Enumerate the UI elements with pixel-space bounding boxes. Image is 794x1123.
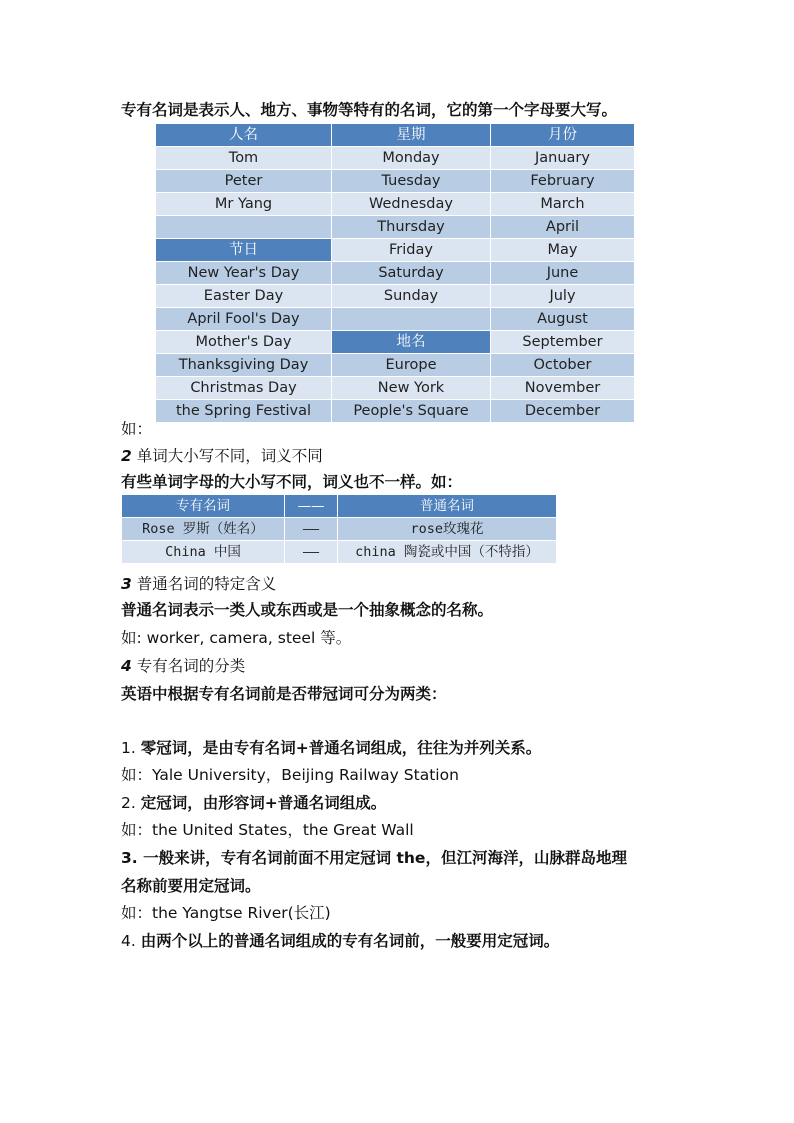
table-cell: Monday bbox=[332, 147, 490, 169]
table-cell: the Spring Festival bbox=[156, 400, 331, 422]
table-cell: February bbox=[491, 170, 634, 192]
table-cell: April Fool's Day bbox=[156, 308, 331, 330]
table-cell: Peter bbox=[156, 170, 331, 192]
table-cell: November bbox=[491, 377, 634, 399]
table-row bbox=[156, 147, 634, 169]
section4-number: 4 bbox=[121, 657, 132, 675]
table-header-cell: 人名 bbox=[156, 124, 331, 146]
proper-noun-table bbox=[155, 123, 635, 423]
table-cell bbox=[156, 216, 331, 238]
table-cell: Europe bbox=[332, 354, 490, 376]
item2 bbox=[121, 792, 386, 814]
section3-description: 普通名词表示一类人或东西或是一个抽象概念的名称。 bbox=[121, 601, 494, 619]
table-header-row bbox=[156, 124, 634, 146]
table-header-cell: 节日 bbox=[156, 239, 331, 261]
section4-description: 英语中根据专有名词前是否带冠词可分为两类： bbox=[121, 685, 447, 703]
item1-example: 如：Yale University，Beijing Railway Station bbox=[121, 766, 459, 784]
item3-number: 3. bbox=[121, 849, 138, 867]
section2-number: 2 bbox=[121, 447, 132, 465]
intro-text: 专有名词是表示人、地方、事物等特有的名词，它的第一个字母要大写。 bbox=[121, 101, 618, 119]
table-cell: Mother's Day bbox=[156, 331, 331, 353]
table-cell: April bbox=[491, 216, 634, 238]
section4-title: 专有名词的分类 bbox=[136, 657, 246, 675]
table-cell: January bbox=[491, 147, 634, 169]
table-row bbox=[156, 285, 634, 307]
table-cell: Tom bbox=[156, 147, 331, 169]
item1-number: 1. bbox=[121, 739, 136, 757]
table-cell: Thursday bbox=[332, 216, 490, 238]
table-cell: Sunday bbox=[332, 285, 490, 307]
table-header-cell: 星期 bbox=[332, 124, 490, 146]
item4-number: 4. bbox=[121, 932, 136, 950]
table-header-cell: 地名 bbox=[332, 331, 490, 353]
section4-heading bbox=[121, 655, 245, 677]
item3-text-line1: 一般来讲，专有名词前面不用定冠词 the，但江河海洋，山脉群岛地理 bbox=[143, 849, 627, 867]
table-cell: Christmas Day bbox=[156, 377, 331, 399]
section2-description: 有些单词字母的大小写不同，词义也不一样。如： bbox=[121, 473, 463, 491]
item3-example: 如：the Yangtse River(长江) bbox=[121, 904, 331, 922]
item1 bbox=[121, 737, 541, 759]
table-cell: Thanksgiving Day bbox=[156, 354, 331, 376]
table-cell: Rose 罗斯（姓名） bbox=[122, 518, 284, 540]
table-cell: New York bbox=[332, 377, 490, 399]
item1-text: 零冠词，是由专有名词+普通名词组成，往往为并列关系。 bbox=[140, 739, 542, 757]
table-header-cell: 月份 bbox=[491, 124, 634, 146]
section3-number: 3 bbox=[121, 575, 132, 593]
table-row bbox=[156, 170, 634, 192]
table-cell: Tuesday bbox=[332, 170, 490, 192]
table-cell: March bbox=[491, 193, 634, 215]
table-cell: rose玫瑰花 bbox=[338, 518, 556, 540]
table-row bbox=[156, 216, 634, 238]
table-row bbox=[156, 308, 634, 330]
table-cell: Friday bbox=[332, 239, 490, 261]
table-cell: —— bbox=[285, 518, 337, 540]
table-header-cell: 普通名词 bbox=[338, 495, 556, 517]
table-cell: —— bbox=[285, 541, 337, 563]
table-row bbox=[156, 400, 634, 422]
item2-number: 2. bbox=[121, 794, 136, 812]
table-header-row bbox=[122, 495, 556, 517]
section3-title: 普通名词的特定含义 bbox=[136, 575, 277, 593]
table-row bbox=[156, 262, 634, 284]
table-cell: July bbox=[491, 285, 634, 307]
table-cell: Saturday bbox=[332, 262, 490, 284]
table-row bbox=[156, 354, 634, 376]
table-cell bbox=[332, 308, 490, 330]
item3-text-line2: 名称前要用定冠词。 bbox=[121, 877, 261, 895]
table-row bbox=[156, 193, 634, 215]
section3-example: 如: worker, camera, steel 等。 bbox=[121, 629, 352, 647]
table-cell: Mr Yang bbox=[156, 193, 331, 215]
example-label: 如： bbox=[121, 420, 153, 438]
table-cell: September bbox=[491, 331, 634, 353]
section3-heading bbox=[121, 573, 276, 595]
table-row bbox=[156, 331, 634, 353]
table-cell: People's Square bbox=[332, 400, 490, 422]
table-header-cell: 专有名词 bbox=[122, 495, 284, 517]
item3 bbox=[121, 847, 627, 869]
table-header-cell: —— bbox=[285, 495, 337, 517]
item4-text: 由两个以上的普通名词组成的专有名词前，一般要用定冠词。 bbox=[140, 932, 560, 950]
table-cell: Wednesday bbox=[332, 193, 490, 215]
table-cell: Easter Day bbox=[156, 285, 331, 307]
table-cell: China 中国 bbox=[122, 541, 284, 563]
table-cell: New Year's Day bbox=[156, 262, 331, 284]
table-cell: August bbox=[491, 308, 634, 330]
item4 bbox=[121, 930, 559, 952]
table-cell: October bbox=[491, 354, 634, 376]
section2-heading bbox=[121, 445, 323, 467]
item2-text: 定冠词，由形容词+普通名词组成。 bbox=[140, 794, 387, 812]
table-row bbox=[156, 377, 634, 399]
table-row bbox=[156, 239, 634, 261]
section2-title: 单词大小写不同，词义不同 bbox=[136, 447, 323, 465]
table-row bbox=[122, 541, 556, 563]
table-row bbox=[122, 518, 556, 540]
table-cell: china 陶瓷或中国（不特指） bbox=[338, 541, 556, 563]
item2-example: 如：the United States，the Great Wall bbox=[121, 821, 414, 839]
table-cell: May bbox=[491, 239, 634, 261]
table-cell: June bbox=[491, 262, 634, 284]
case-meaning-table bbox=[121, 494, 557, 564]
table-cell: December bbox=[491, 400, 634, 422]
